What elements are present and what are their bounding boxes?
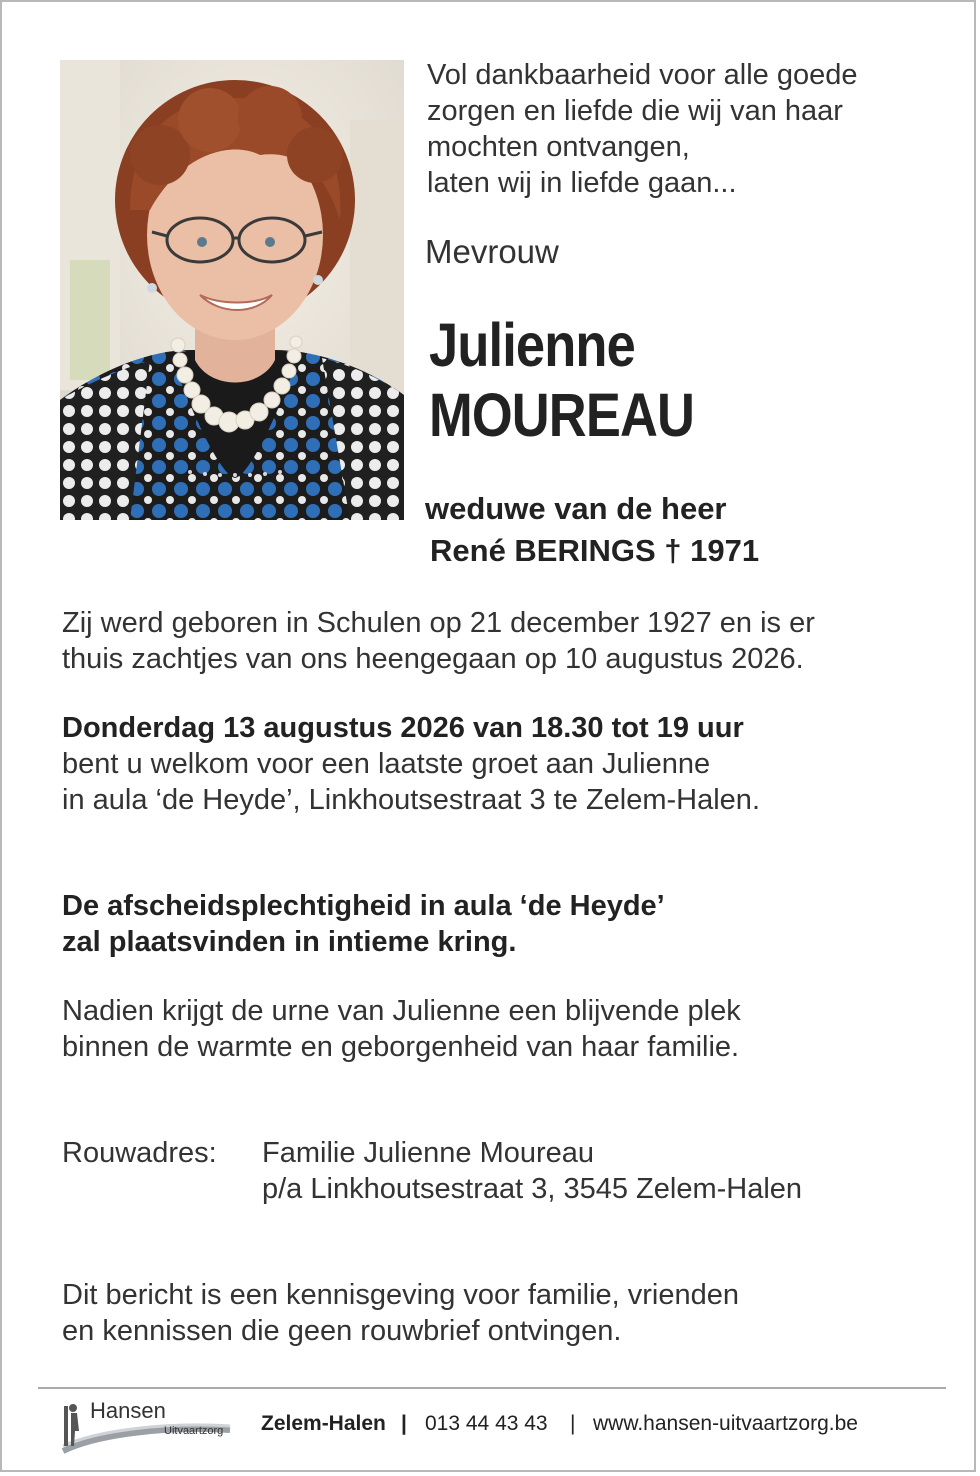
hansen-logo <box>58 1396 233 1454</box>
ceremony-text <box>62 888 665 960</box>
text-line: zal plaatsvinden in intieme kring. <box>62 926 517 958</box>
widow-of <box>425 488 759 572</box>
intro-line: laten wij in liefde gaan... <box>427 167 737 199</box>
text-line: Nadien krijgt de urne van Julienne een blijvende plek <box>62 995 741 1027</box>
footer-phone: 013 44 43 43 <box>425 1412 548 1435</box>
footer <box>58 1396 938 1456</box>
text-line: Dit bericht is een kennisgeving voor familie, vrienden <box>62 1279 740 1311</box>
text-line: in aula ‘de Heyde’, Linkhoutsestraat 3 te Zelem-Halen. <box>62 784 760 816</box>
footer-website: www.hansen-uitvaartzorg.be <box>593 1412 858 1435</box>
visitation-text <box>62 710 760 818</box>
notice-text <box>62 1277 739 1349</box>
logo-subtitle: Uitvaartzorg <box>164 1425 224 1437</box>
deceased-name <box>429 310 694 450</box>
intro-poem <box>427 57 858 201</box>
urn-text <box>62 993 741 1065</box>
address-line: p/a Linkhoutsestraat 3, 3545 Zelem-Halen <box>262 1173 803 1205</box>
salutation: Mevrouw <box>425 233 559 270</box>
logo-name: Hansen <box>90 1398 166 1423</box>
footer-separator: | <box>570 1412 576 1435</box>
intro-line: zorgen en liefde die wij van haar <box>427 95 843 127</box>
footer-divider <box>38 1387 946 1389</box>
text-line: De afscheidsplechtigheid in aula ‘de Heyde’ <box>62 890 665 922</box>
footer-city: Zelem-Halen <box>261 1412 386 1435</box>
portrait-photo <box>60 60 404 520</box>
text-line: binnen de warmte en geborgenheid van haar familie. <box>62 1031 740 1063</box>
visitation-date: Donderdag 13 augustus 2026 van 18.30 tot 19 uur <box>62 712 744 744</box>
intro-line: mochten ontvangen, <box>427 131 690 163</box>
widow-line: weduwe van de heer <box>425 491 727 526</box>
text-line: Zij werd geboren in Schulen op 21 december 1927 en is er <box>62 607 815 639</box>
mourning-address <box>262 1135 802 1207</box>
address-label: Rouwadres: <box>62 1137 217 1169</box>
last-name: MOUREAU <box>429 381 695 449</box>
address-line: Familie Julienne Moureau <box>262 1137 595 1169</box>
text-line: bent u welkom voor een laatste groet aan Julienne <box>62 748 711 780</box>
text-line: en kennissen die geen rouwbrief ontvingen. <box>62 1315 622 1347</box>
spouse-name: René BERINGS † 1971 <box>430 533 760 568</box>
text-line: thuis zachtjes van ons heengegaan op 10 augustus 2026. <box>62 643 804 675</box>
first-name: Julienne <box>429 311 635 379</box>
intro-line: Vol dankbaarheid voor alle goede <box>427 59 858 91</box>
footer-separator: | <box>401 1412 407 1435</box>
birth-death-text <box>62 605 815 677</box>
